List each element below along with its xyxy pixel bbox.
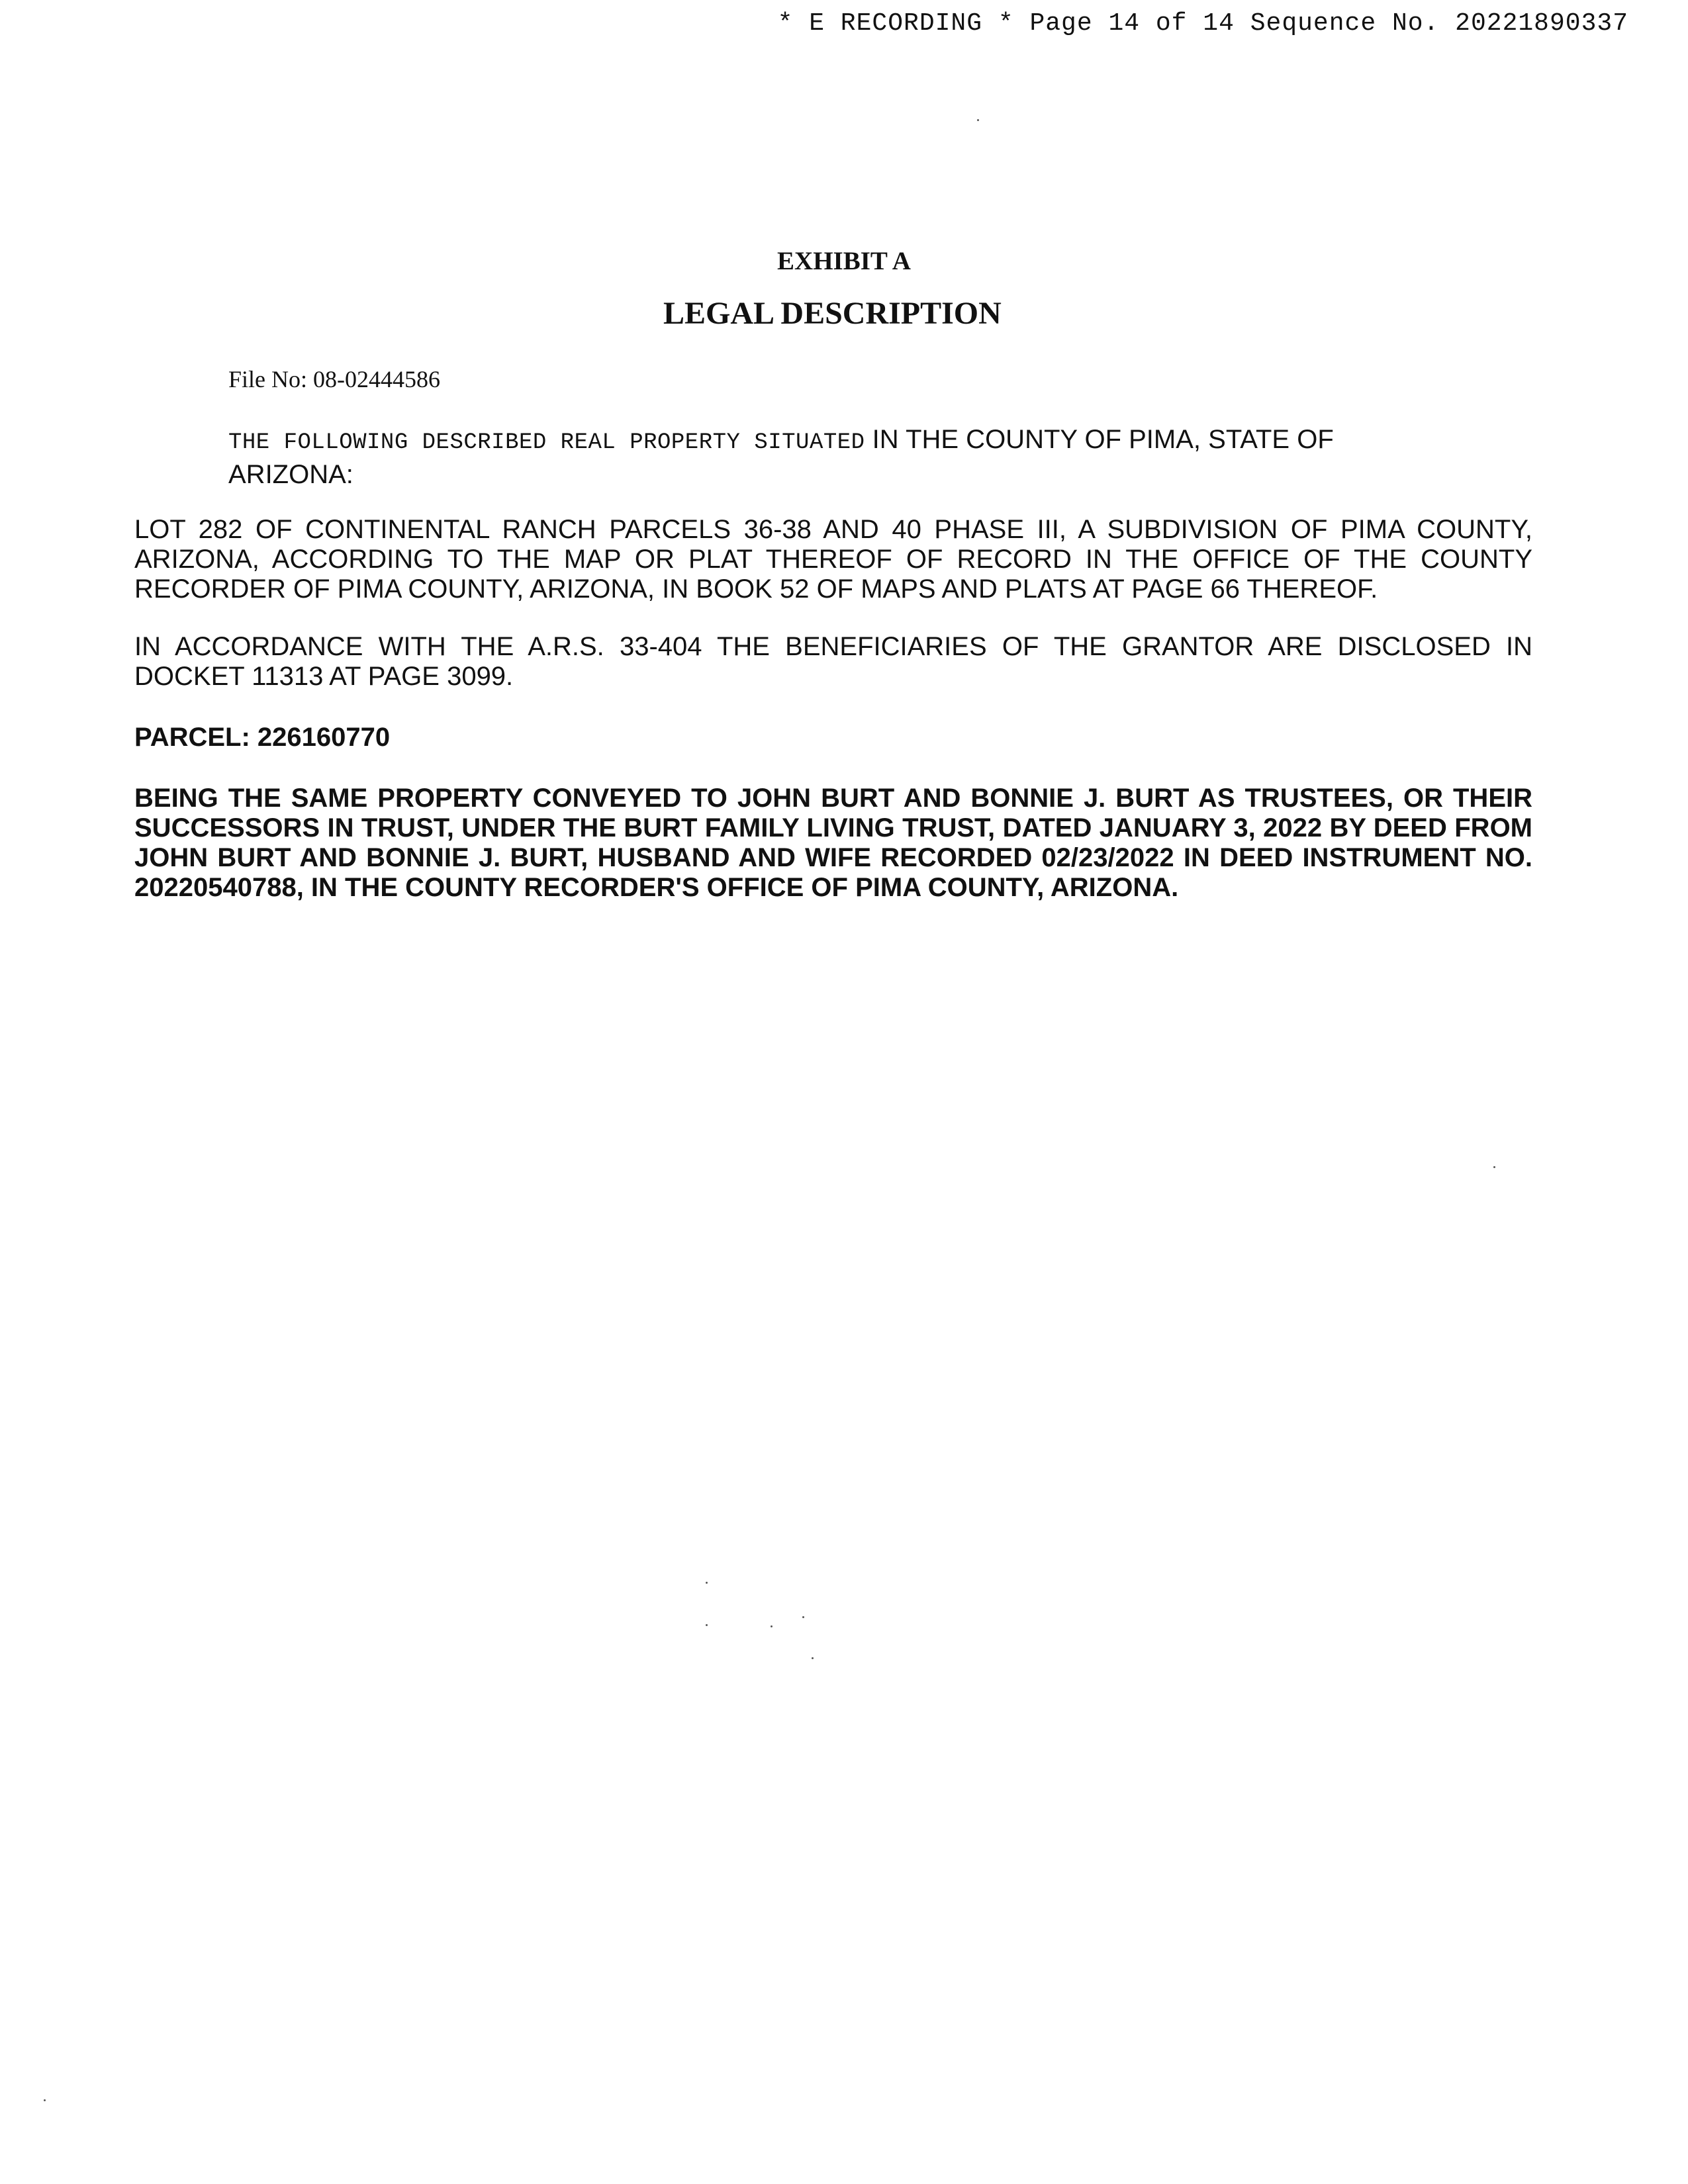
parcel-number: PARCEL: 226160770 — [134, 723, 391, 752]
conveyance-statement: BEING THE SAME PROPERTY CONVEYED TO JOHN BURT AND BONNIE J. BURT AS TRUSTEES, OR THEIR SUCCESSORS IN TRUST, UNDER THE BURT FAMILY LIVING TRUST, DATED JANUARY 3, 2022 BY DEED FROM JOHN BURT AND BONNIE J. BURT, HUSBAND AND WIFE RECORDED 02/23/2022 IN DEED INSTRUMENT NO. 20220540788, IN THE COUNTY RECORDER'S OFFICE OF PIMA COUNTY, ARIZONA. — [134, 784, 1532, 902]
exhibit-title-text: EXHIBIT A — [777, 247, 911, 275]
file-number: File No: 08-02444586 — [228, 366, 440, 392]
scan-speck — [802, 1616, 804, 1618]
scan-speck — [812, 1657, 814, 1659]
ars-disclosure: IN ACCORDANCE WITH THE A.R.S. 33-404 THE BENEFICIARIES OF THE GRANTOR ARE DISCLOSED IN DOCKET 11313 AT PAGE 3099. — [134, 632, 1532, 691]
recording-header: * E RECORDING * Page 14 of 14 Sequence No. 20221890337 — [777, 9, 1628, 38]
property-intro — [228, 424, 1453, 490]
legal-description-title: LEGAL DESCRIPTION — [663, 296, 1002, 331]
scan-speck — [706, 1582, 708, 1584]
property-intro-typed: THE FOLLOWING DESCRIBED REAL PROPERTY SITUATED — [228, 430, 865, 455]
exhibit-title — [0, 246, 1688, 276]
scan-speck — [977, 119, 979, 121]
scan-speck — [706, 1624, 708, 1626]
scan-speck — [1493, 1166, 1495, 1168]
lot-description: LOT 282 OF CONTINENTAL RANCH PARCELS 36-38 AND 40 PHASE III, A SUBDIVISION OF PIMA COUNTY, ARIZONA, ACCORDING TO THE MAP OR PLAT THEREOF OF RECORD IN THE OFFICE OF THE COUNTY RECORDER OF PIMA COUNTY, ARIZONA, IN BOOK 52 OF MAPS AND PLATS AT PAGE 66 THEREOF. — [134, 515, 1532, 604]
scan-speck — [44, 2099, 46, 2101]
property-intro-county: IN THE COUNTY OF PIMA, STATE OF ARIZONA: — [228, 425, 1334, 489]
scan-speck — [771, 1625, 773, 1627]
